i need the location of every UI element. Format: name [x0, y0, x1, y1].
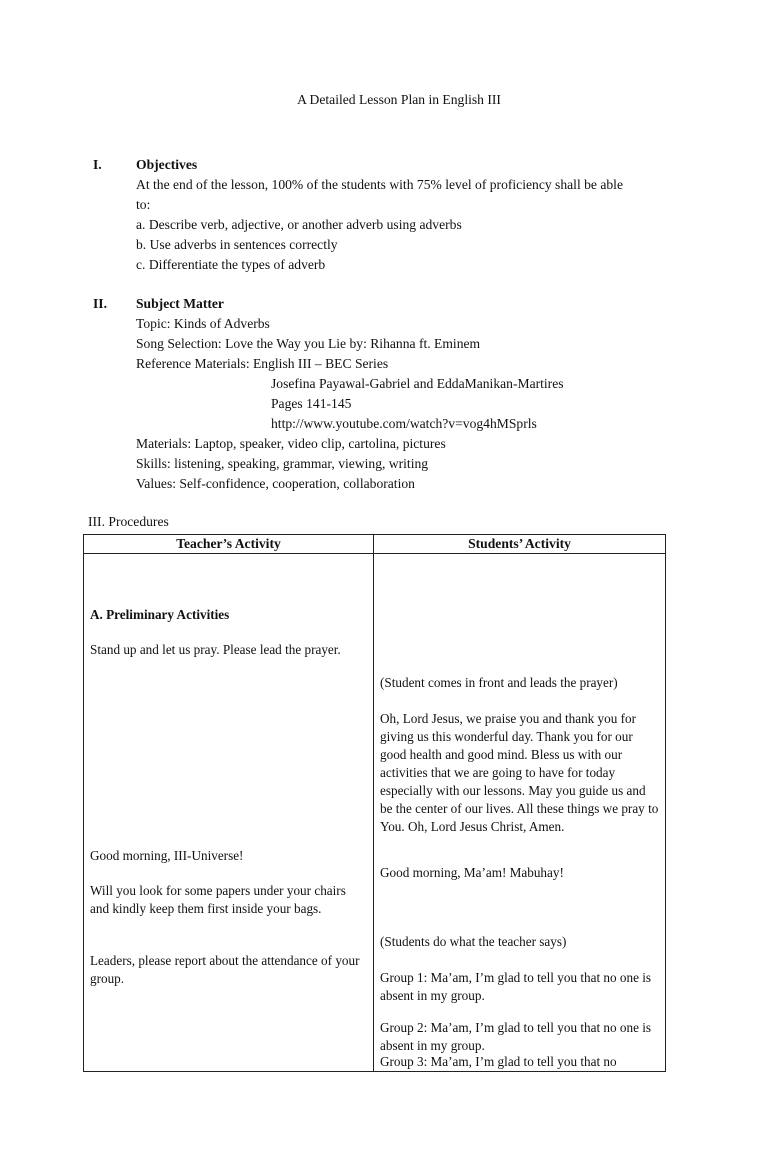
objective-item: a. Describe verb, adjective, or another adverb using adverbs	[136, 217, 462, 232]
student-comply: (Students do what the teacher says)	[380, 934, 567, 949]
values-line: Values: Self-confidence, cooperation, collaboration	[136, 476, 415, 491]
objectives-heading: Objectives	[136, 157, 198, 172]
group-2-report: Group 2: Ma’am, I’m glad to tell you that no one is absent in my group.	[380, 1020, 652, 1053]
objectives-intro-cont: to:	[136, 197, 151, 212]
student-prayer-text: Oh, Lord Jesus, we praise you and thank you for giving us this wonderful day. Thank you for our good health and good mind. Bless us with our activities that we are going to have for today especially with our lessons. May you guide us and be the center of our lives. All these things we pray to You. Oh, Lord Jesus Christ, Amen.	[380, 711, 659, 834]
students-activity-cell	[374, 554, 666, 1072]
song-line: Song Selection: Love the Way you Lie by: Rihanna ft. Eminem	[136, 336, 481, 351]
skills-line: Skills: listening, speaking, grammar, viewing, writing	[136, 456, 429, 471]
objectives-intro: At the end of the lesson, 100% of the students with 75% level of proficiency shall be able	[136, 177, 623, 192]
reference-line: Reference Materials: English III – BEC Series	[136, 356, 389, 371]
table-row	[84, 554, 666, 1072]
teacher-attendance-instruction: Leaders, please report about the attendance of your group.	[90, 953, 360, 986]
teacher-pray-instruction: Stand up and let us pray. Please lead the prayer.	[90, 642, 341, 657]
subject-matter-numeral: II.	[93, 296, 107, 311]
students-activity-header: Students’ Activity	[374, 535, 666, 554]
objective-item: b. Use adverbs in sentences correctly	[136, 237, 338, 252]
preliminary-activities-heading: A. Preliminary Activities	[90, 607, 230, 622]
table-header-row	[84, 535, 666, 554]
objectives-numeral: I.	[93, 157, 102, 172]
topic-line: Topic: Kinds of Adverbs	[136, 316, 270, 331]
procedures-table	[83, 534, 666, 1072]
student-greeting: Good morning, Ma’am! Mabuhay!	[380, 865, 564, 880]
reference-pages: Pages 141-145	[271, 396, 352, 411]
document-title: A Detailed Lesson Plan in English III	[297, 92, 501, 107]
teacher-papers-instruction: Will you look for some papers under your chairs and kindly keep them first inside your bags.	[90, 883, 346, 916]
group-3-report: Group 3: Ma’am, I’m glad to tell you that no	[380, 1054, 617, 1069]
reference-authors: Josefina Payawal-Gabriel and EddaManikan-Martires	[271, 376, 564, 391]
student-leads-prayer: (Student comes in front and leads the prayer)	[380, 675, 618, 690]
group-1-report: Group 1: Ma’am, I’m glad to tell you that no one is absent in my group.	[380, 970, 652, 1003]
teacher-greeting: Good morning, III-Universe!	[90, 848, 244, 863]
subject-matter-heading: Subject Matter	[136, 296, 224, 311]
objective-item: c. Differentiate the types of adverb	[136, 257, 326, 272]
teacher-activity-cell	[84, 554, 374, 1072]
materials-line: Materials: Laptop, speaker, video clip, cartolina, pictures	[136, 436, 446, 451]
teacher-activity-header: Teacher’s Activity	[84, 535, 374, 554]
procedures-label: III. Procedures	[88, 514, 169, 529]
reference-url: http://www.youtube.com/watch?v=vog4hMSprls	[271, 416, 537, 431]
